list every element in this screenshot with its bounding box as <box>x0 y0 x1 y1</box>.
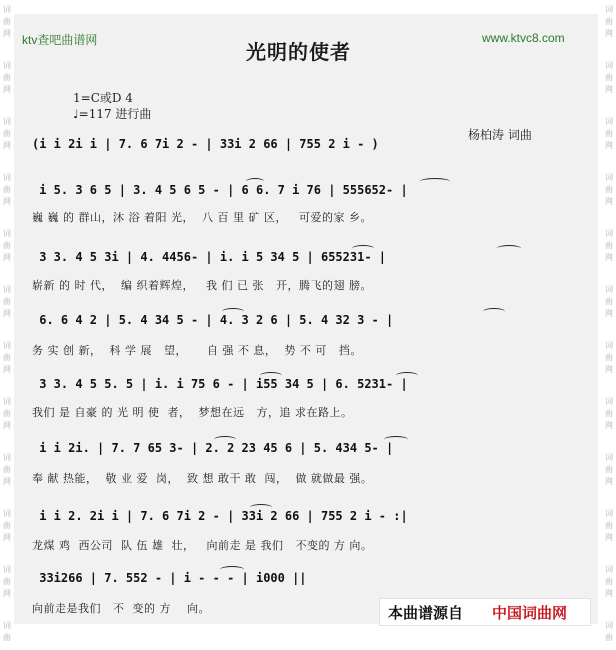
side-watermark-char: 网 <box>3 533 11 542</box>
side-watermark-char: 词 <box>3 621 11 630</box>
lyrics-line-3: 务 实 创 新， 科 学 展 望， 自 强 不 息， 势 不 可 挡。 <box>32 344 362 357</box>
side-watermark-char: 词 <box>605 229 613 238</box>
footer-site-name: 中国词曲网 <box>492 604 568 622</box>
side-watermark-char: 网 <box>605 477 613 486</box>
side-watermark-char: 词 <box>3 285 11 294</box>
side-watermark-char: 曲 <box>605 297 613 306</box>
right-watermark-strip <box>602 0 616 650</box>
side-watermark-char: 曲 <box>3 17 11 26</box>
side-watermark-char: 网 <box>3 477 11 486</box>
side-watermark-char: 曲 <box>605 241 613 250</box>
slur-mark <box>396 372 418 379</box>
side-watermark-char: 曲 <box>605 577 613 586</box>
side-watermark-char: 网 <box>3 365 11 374</box>
side-watermark-char: 曲 <box>605 73 613 82</box>
slur-mark <box>214 436 236 443</box>
side-watermark-char: 词 <box>3 117 11 126</box>
notes-line-2: 3 3. 4 5 3i | 4. 4456- | i. i 5 34 5 | 655231- | <box>32 250 387 264</box>
side-watermark-char: 曲 <box>3 353 11 362</box>
side-watermark-char: 曲 <box>3 577 11 586</box>
side-watermark-char: 词 <box>605 5 613 14</box>
side-watermark-char: 曲 <box>3 241 11 250</box>
side-watermark-char: 曲 <box>3 521 11 530</box>
side-watermark-char: 网 <box>605 589 613 598</box>
side-watermark-char: 曲 <box>605 521 613 530</box>
side-watermark-char: 词 <box>605 509 613 518</box>
side-watermark-char: 词 <box>605 341 613 350</box>
key-signature: 1=C或D 4 <box>73 91 133 105</box>
side-watermark-char: 词 <box>605 285 613 294</box>
slur-mark <box>220 566 244 573</box>
key-tempo-block <box>73 90 151 122</box>
side-watermark-char: 曲 <box>605 633 613 642</box>
footer-source-label: 本曲谱源自 <box>388 604 464 622</box>
author-credit: 杨柏涛 词曲 <box>468 128 532 142</box>
side-watermark-char: 曲 <box>3 633 11 642</box>
side-watermark-char: 网 <box>605 141 613 150</box>
slur-mark <box>420 178 450 185</box>
side-watermark-char: 词 <box>3 341 11 350</box>
slur-mark <box>352 245 374 252</box>
watermark-left-site: ktv查吧曲谱网 <box>22 33 98 47</box>
side-watermark-char: 词 <box>605 565 613 574</box>
side-watermark-char: 词 <box>3 229 11 238</box>
slur-mark <box>483 308 505 315</box>
slur-mark <box>497 245 521 252</box>
side-watermark-char: 网 <box>3 29 11 38</box>
lyrics-line-4: 我们 是 自豪 的 光 明 使 者， 梦想在远 方，追 求在路上。 <box>32 406 353 419</box>
lyrics-line-5: 奉 献 热能， 敬 业 爱 岗， 致 想 敢干 敢 闯， 做 就做最 强。 <box>32 472 373 485</box>
side-watermark-char: 网 <box>3 309 11 318</box>
slur-mark <box>260 372 282 379</box>
side-watermark-char: 曲 <box>3 297 11 306</box>
side-watermark-char: 词 <box>605 397 613 406</box>
side-watermark-char: 词 <box>605 173 613 182</box>
side-watermark-char: 词 <box>605 61 613 70</box>
side-watermark-char: 曲 <box>3 185 11 194</box>
side-watermark-char: 词 <box>3 61 11 70</box>
side-watermark-char: 词 <box>3 453 11 462</box>
side-watermark-char: 网 <box>3 141 11 150</box>
side-watermark-char: 词 <box>605 117 613 126</box>
side-watermark-char: 网 <box>3 85 11 94</box>
slur-mark <box>250 504 272 511</box>
side-watermark-char: 词 <box>3 173 11 182</box>
side-watermark-char: 网 <box>605 85 613 94</box>
side-watermark-char: 网 <box>605 309 613 318</box>
side-watermark-char: 曲 <box>3 409 11 418</box>
song-title: 光明的使者 <box>246 40 351 64</box>
side-watermark-char: 词 <box>605 453 613 462</box>
side-watermark-char: 曲 <box>3 73 11 82</box>
watermark-right-site: www.ktvc8.com <box>482 31 565 45</box>
tempo-marking: ♩=117 进行曲 <box>73 107 152 121</box>
source-footer <box>379 598 591 626</box>
left-watermark-strip <box>0 0 14 650</box>
lyrics-line-1: 巍 巍 的 群山，沐 浴 着阳 光， 八 百 里 矿 区， 可爱的家 乡。 <box>32 211 372 224</box>
side-watermark-char: 曲 <box>605 17 613 26</box>
side-watermark-char: 网 <box>605 533 613 542</box>
side-watermark-char: 网 <box>605 365 613 374</box>
side-watermark-char: 曲 <box>605 353 613 362</box>
side-watermark-char: 曲 <box>3 465 11 474</box>
side-watermark-char: 网 <box>605 253 613 262</box>
side-watermark-char: 词 <box>3 5 11 14</box>
side-watermark-char: 网 <box>3 421 11 430</box>
side-watermark-char: 网 <box>3 253 11 262</box>
side-watermark-char: 曲 <box>3 129 11 138</box>
lyrics-line-6: 龙煤 鸡 西公司 队 伍 雄 壮， 向前走 是 我们 不变的 方 向。 <box>32 539 373 552</box>
notes-line-3: 6. 6 4 2 | 5. 4 34 5 - | 4. 3 2 6 | 5. 4 32 3 - | <box>32 313 394 327</box>
side-watermark-char: 曲 <box>605 129 613 138</box>
side-watermark-char: 词 <box>3 509 11 518</box>
slur-mark <box>246 178 264 185</box>
side-watermark-char: 网 <box>605 421 613 430</box>
side-watermark-char: 词 <box>605 621 613 630</box>
notes-line-1: i 5. 3 6 5 | 3. 4 5 6 5 - | 6 6. 7 i 76 | 555652- | <box>32 183 408 197</box>
lyrics-line-7: 向前走是我们 不 变的 方 向。 <box>32 602 210 615</box>
side-watermark-char: 网 <box>3 197 11 206</box>
side-watermark-char: 网 <box>605 197 613 206</box>
notes-line-intro: (i i 2i i | 7. 6 7i 2 - | 33i 2 66 | 755 2 i - ) <box>32 137 379 151</box>
side-watermark-char: 网 <box>605 29 613 38</box>
notes-line-7: 33i266 | 7. 552 - | i - - - | i000 || <box>32 571 307 585</box>
side-watermark-char: 网 <box>3 589 11 598</box>
side-watermark-char: 词 <box>3 565 11 574</box>
side-watermark-char: 曲 <box>605 409 613 418</box>
lyrics-line-2: 崭新 的 时 代， 编 织着辉煌， 我 们 已 张 开，腾飞的翅 膀。 <box>32 279 372 292</box>
notes-line-5: i i 2i. | 7. 7 65 3- | 2. 2 23 45 6 | 5. 434 5- | <box>32 441 394 455</box>
notes-line-6: i i 2. 2i i | 7. 6 7i 2 - | 33i 2 66 | 755 2 i - :| <box>32 509 408 523</box>
notes-line-4: 3 3. 4 5 5. 5 | i. i 75 6 - | i55 34 5 | 6. 5231- | <box>32 377 408 391</box>
side-watermark-char: 曲 <box>605 185 613 194</box>
side-watermark-char: 词 <box>3 397 11 406</box>
slur-mark <box>222 308 244 315</box>
side-watermark-char: 曲 <box>605 465 613 474</box>
slur-mark <box>384 436 408 443</box>
